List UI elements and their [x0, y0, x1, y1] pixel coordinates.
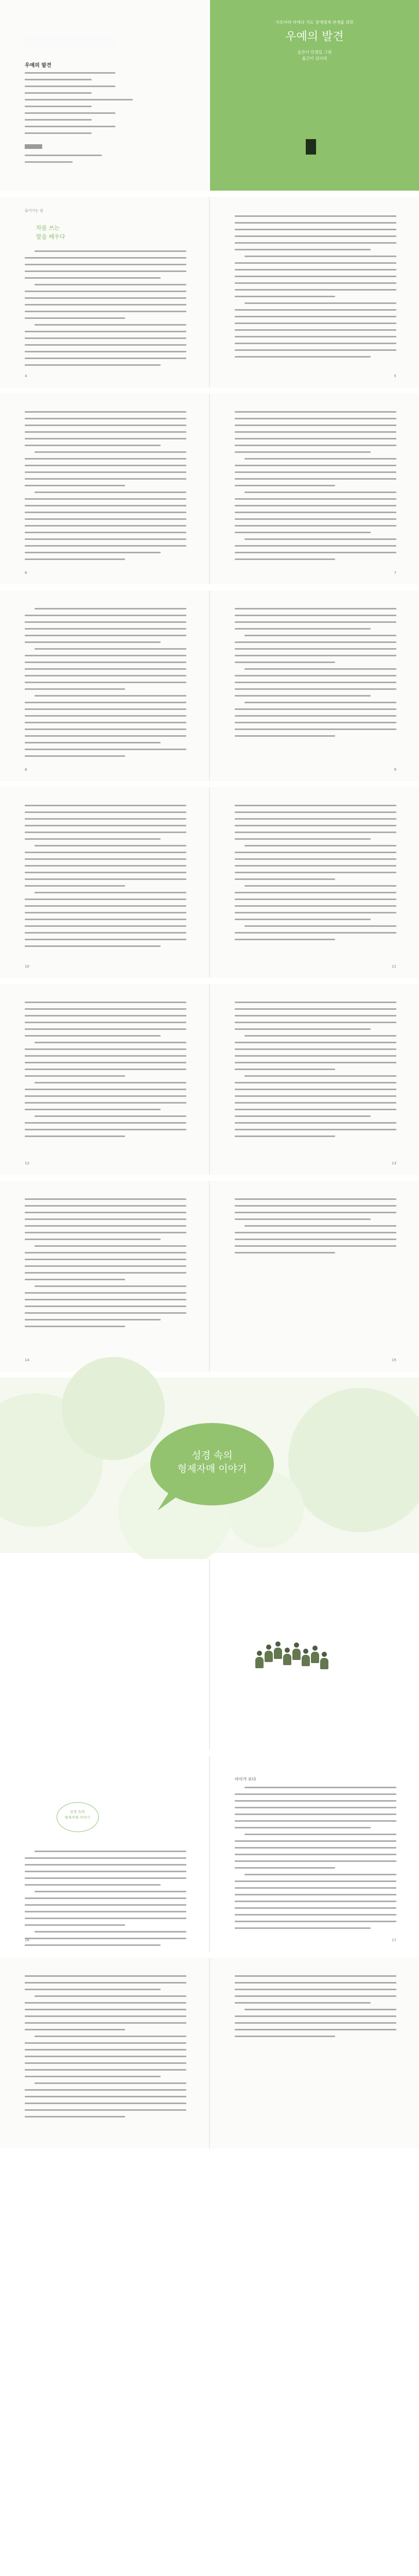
running-head: 들어가는 말 — [25, 209, 44, 213]
colophon-row — [25, 119, 92, 121]
page-number: 6 — [25, 571, 27, 575]
preface-body — [25, 250, 186, 371]
cover-title: 우예의 발견 — [285, 30, 344, 43]
text-page — [0, 1958, 209, 2148]
colophon-title: 우예의 발견 — [25, 63, 51, 69]
spread-text-10 — [0, 1958, 419, 2148]
cover-credits — [210, 49, 419, 62]
text-page — [210, 1181, 419, 1371]
spread-chapter-text — [0, 1756, 419, 1952]
colophon-row — [25, 99, 133, 100]
trailing-blank — [0, 2155, 419, 2576]
page-number: 7 — [394, 571, 396, 575]
body-text — [25, 805, 186, 952]
text-page — [0, 1181, 209, 1371]
text-page — [210, 590, 419, 781]
cover-subtitle: 사모아의 마에다 지도 장애영제 관계를 위한 — [275, 20, 354, 25]
colophon-footer — [25, 155, 102, 168]
cover-page — [210, 0, 419, 191]
page-number: 13 — [392, 1161, 396, 1165]
page-number: 17 — [392, 1938, 396, 1942]
page-number: 8 — [25, 768, 27, 772]
text-page — [210, 394, 419, 584]
text-page — [210, 1958, 419, 2148]
spread-text-3 — [0, 394, 419, 584]
colophon-row — [25, 79, 92, 80]
colophon-footer-line — [25, 161, 73, 163]
colophon-logo — [25, 144, 42, 149]
colophon-row — [25, 106, 92, 107]
cover-credit-line: 옮긴이 김이라 — [302, 56, 327, 61]
body-text — [235, 608, 396, 742]
person-figure — [283, 1648, 291, 1665]
cover-credit-line: 글쓴이 안결들 그림 — [297, 50, 332, 55]
person-figure — [265, 1645, 273, 1662]
decorative-bubble — [288, 1388, 419, 1532]
small-chapter-title: 성경 속의 형제자매 이야기 — [64, 1810, 90, 1820]
chapter-page-right — [210, 1756, 419, 1952]
preface-page-right — [210, 197, 419, 387]
colophon-row — [25, 132, 92, 134]
page-number: 10 — [25, 964, 29, 969]
preface-heading: 차를 쓰는 말을 떼우다 — [36, 225, 65, 240]
body-text — [235, 1198, 396, 1259]
illustration-page — [0, 1559, 209, 1750]
colophon-row — [25, 112, 115, 114]
colophon-row — [25, 72, 115, 74]
spread-text-4 — [0, 590, 419, 781]
colophon-footer-line — [25, 155, 102, 156]
body-text — [235, 1002, 396, 1142]
body-text — [235, 411, 396, 565]
text-page — [210, 984, 419, 1175]
illustration-page-right — [210, 1559, 419, 1750]
body-text — [25, 608, 186, 762]
preface-body-right — [235, 215, 396, 363]
page-number: 16 — [25, 1938, 29, 1942]
colophon-rows — [25, 72, 133, 139]
spread-colophon-cover — [0, 0, 419, 191]
page-number: 5 — [394, 374, 396, 378]
body-text — [25, 411, 186, 565]
page-number: 14 — [25, 1358, 29, 1362]
page-number: 4 — [25, 374, 27, 378]
spread-text-6 — [0, 984, 419, 1175]
section-heading: 아이가 보다 — [235, 1777, 256, 1782]
text-page — [0, 984, 209, 1175]
colophon-row — [25, 126, 115, 127]
text-page — [0, 590, 209, 781]
spread-text-5 — [0, 787, 419, 978]
body-text — [25, 1851, 186, 1951]
chapter-page-left — [0, 1756, 209, 1952]
text-page — [0, 394, 209, 584]
body-text — [235, 1787, 396, 1934]
page-number: 15 — [392, 1358, 396, 1362]
person-figure — [255, 1651, 264, 1668]
decorative-bubble — [62, 1357, 165, 1460]
person-figure — [274, 1641, 282, 1659]
chapter-opener-band — [0, 1378, 419, 1553]
text-page — [0, 787, 209, 978]
preface-page-left — [0, 197, 209, 387]
publisher-logo — [306, 139, 316, 155]
spread-preface — [0, 197, 419, 387]
chapter-title: 성경 속의 형제자매 이야기 — [177, 1450, 247, 1475]
page-number: 9 — [394, 768, 396, 772]
colophon-row — [25, 86, 115, 87]
colophon-header-box — [24, 36, 116, 50]
body-text — [25, 1975, 186, 2123]
speech-bubble-tail — [154, 1491, 180, 1512]
body-text — [235, 1975, 396, 2042]
person-figure — [311, 1646, 319, 1663]
people-illustration — [255, 1641, 333, 1688]
illustration-backdrop — [0, 1559, 209, 1750]
colophon-page — [0, 0, 209, 191]
spread-text-7 — [0, 1181, 419, 1371]
person-figure — [292, 1642, 301, 1660]
body-text — [25, 1002, 186, 1142]
person-figure — [320, 1652, 328, 1669]
body-text — [235, 805, 396, 945]
page-number: 11 — [392, 964, 396, 969]
page-number: 12 — [25, 1161, 29, 1165]
spread-illustration — [0, 1559, 419, 1750]
body-text — [25, 1198, 186, 1332]
text-page — [210, 787, 419, 978]
colophon-row — [25, 92, 92, 94]
person-figure — [302, 1649, 310, 1666]
